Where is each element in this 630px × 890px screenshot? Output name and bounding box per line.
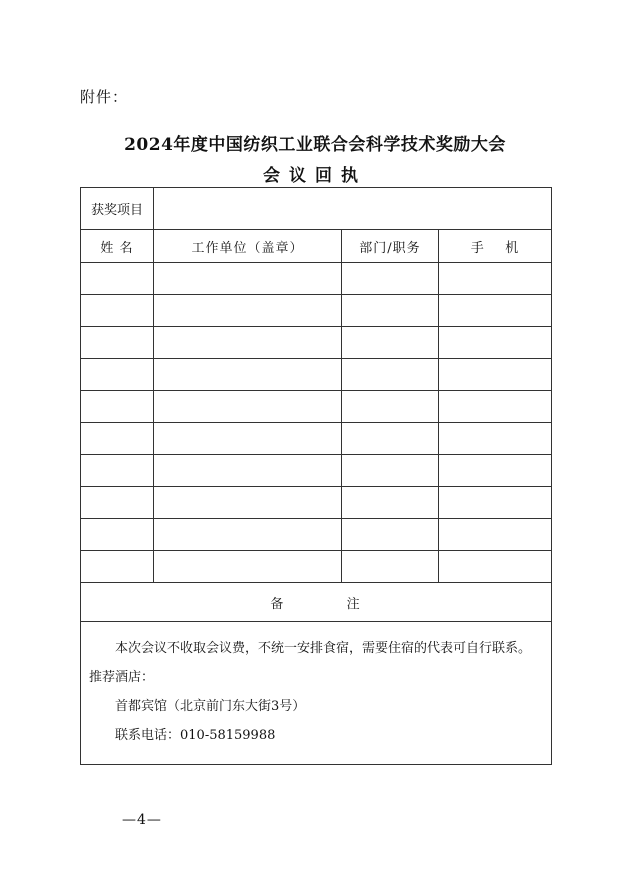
attendee-work-unit-cell[interactable] — [154, 519, 342, 551]
attendee-name-cell[interactable] — [81, 487, 154, 519]
attendee-phone-cell[interactable] — [439, 455, 552, 487]
attendee-row — [81, 327, 552, 359]
attendee-name-cell[interactable] — [81, 263, 154, 295]
attendee-work-unit-cell[interactable] — [154, 359, 342, 391]
attendee-phone-cell[interactable] — [439, 551, 552, 583]
attendee-phone-cell[interactable] — [439, 327, 552, 359]
attendee-work-unit-cell[interactable] — [154, 455, 342, 487]
attendee-row — [81, 519, 552, 551]
attendee-department-cell[interactable] — [342, 391, 439, 423]
project-label: 获奖项目 — [81, 188, 154, 230]
document-title: 2024年度中国纺织工业联合会科学技术奖励大会 — [124, 135, 506, 155]
attendee-department-cell[interactable] — [342, 359, 439, 391]
attendee-phone-cell[interactable] — [439, 295, 552, 327]
receipt-form-table — [80, 187, 552, 765]
attendee-row — [81, 295, 552, 327]
header-name: 姓 名 — [81, 230, 154, 263]
attendee-phone-cell[interactable] — [439, 263, 552, 295]
attendee-work-unit-cell[interactable] — [154, 263, 342, 295]
attendee-phone-cell[interactable] — [439, 359, 552, 391]
attendee-phone-cell[interactable] — [439, 423, 552, 455]
header-phone: 手 机 — [439, 230, 552, 263]
project-input-cell[interactable] — [154, 188, 552, 230]
attendee-work-unit-cell[interactable] — [154, 391, 342, 423]
attendee-name-cell[interactable] — [81, 519, 154, 551]
attendee-work-unit-cell[interactable] — [154, 487, 342, 519]
remark-header-row — [81, 583, 552, 622]
attendee-department-cell[interactable] — [342, 551, 439, 583]
attendee-name-cell[interactable] — [81, 327, 154, 359]
header-row — [81, 230, 552, 263]
attendee-row — [81, 391, 552, 423]
attendee-department-cell[interactable] — [342, 519, 439, 551]
header-work-unit: 工作单位（盖章） — [154, 230, 342, 263]
attendee-department-cell[interactable] — [342, 455, 439, 487]
hotel-line: 首都宾馆（北京前门东大街3号） — [115, 699, 306, 714]
attendee-phone-cell[interactable] — [439, 487, 552, 519]
attendee-name-cell[interactable] — [81, 551, 154, 583]
remark-paragraph: 本次会议不收取会议费，不统一安排食宿，需要住宿的代表可自行联系。推荐酒店： — [89, 641, 532, 685]
attendee-row — [81, 551, 552, 583]
attendee-row — [81, 487, 552, 519]
attendee-name-cell[interactable] — [81, 455, 154, 487]
header-department: 部门/职务 — [342, 230, 439, 263]
project-row — [81, 188, 552, 230]
attendee-name-cell[interactable] — [81, 359, 154, 391]
attendee-work-unit-cell[interactable] — [154, 327, 342, 359]
attendee-row — [81, 263, 552, 295]
attendee-row — [81, 423, 552, 455]
document-subtitle: 会议回执 — [263, 166, 367, 186]
attendee-name-cell[interactable] — [81, 295, 154, 327]
attendee-phone-cell[interactable] — [439, 519, 552, 551]
attendee-work-unit-cell[interactable] — [154, 295, 342, 327]
attendee-phone-cell[interactable] — [439, 391, 552, 423]
attendee-name-cell[interactable] — [81, 391, 154, 423]
attendee-work-unit-cell[interactable] — [154, 423, 342, 455]
attendee-department-cell[interactable] — [342, 487, 439, 519]
attendee-name-cell[interactable] — [81, 423, 154, 455]
attendee-row — [81, 359, 552, 391]
attendee-department-cell[interactable] — [342, 423, 439, 455]
attendee-work-unit-cell[interactable] — [154, 551, 342, 583]
remark-content — [81, 622, 552, 765]
attendee-department-cell[interactable] — [342, 327, 439, 359]
remark-body-row — [81, 622, 552, 765]
page-number: —4— — [122, 812, 162, 828]
remark-label: 备 注 — [81, 583, 552, 622]
attendee-department-cell[interactable] — [342, 263, 439, 295]
phone-line: 联系电话：010-58159988 — [115, 728, 276, 743]
attendee-row — [81, 455, 552, 487]
attendee-department-cell[interactable] — [342, 295, 439, 327]
attachment-label: 附件： — [80, 88, 129, 106]
